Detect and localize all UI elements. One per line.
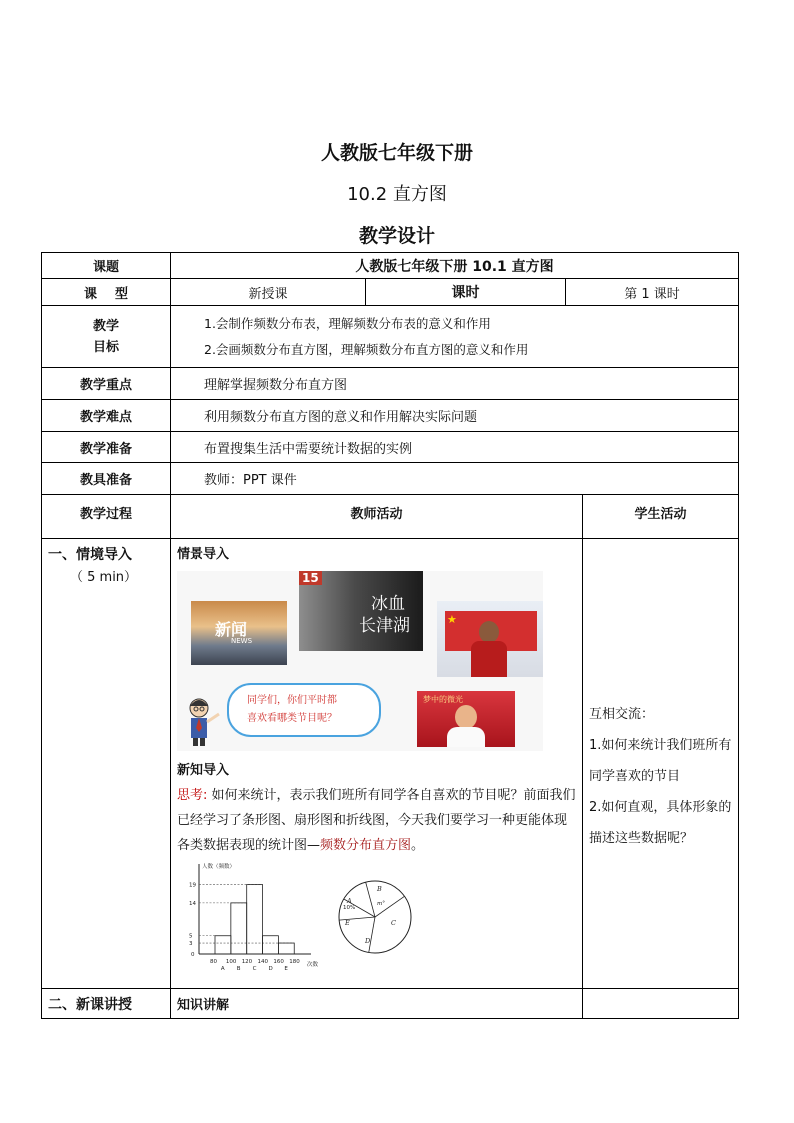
x-axis-label: 次数: [307, 962, 319, 968]
row-tools: [42, 463, 739, 495]
document-title: 人教版七年级下册: [320, 142, 473, 164]
show-image: [417, 691, 515, 747]
y-tick-label: 14: [189, 900, 196, 907]
show-person-body: [447, 727, 485, 747]
goals-value: [171, 306, 739, 368]
lesson-plan-table: [41, 252, 739, 1019]
type-label: 课 型: [42, 279, 171, 306]
cartoon-teacher-icon: [181, 696, 221, 746]
teacher-activity-cell: [171, 539, 583, 989]
histogram-bar: [215, 936, 231, 954]
knowledge-section-title: 知识讲解: [171, 989, 583, 1019]
new-knowledge-title: 新知导入: [177, 763, 230, 778]
difficulty-label: 教学难点: [42, 400, 171, 432]
movie-poster: [299, 571, 423, 651]
goals-label: [42, 306, 171, 368]
movie-title-line-1: 冰血: [371, 594, 405, 614]
histogram-chart: [177, 862, 327, 972]
goal-item-1: 1.会制作频数分布表，理解频数分布表的意义和作用: [204, 315, 491, 331]
row-type: [42, 279, 739, 306]
news-sub-label: NEWS: [231, 637, 253, 645]
speech-text-line-1: 同学们，你们平时都: [247, 695, 337, 706]
y-axis-label: 人数（频数）: [202, 864, 236, 870]
lesson-title: 10.2 直方图: [347, 184, 447, 205]
goals-label-line-1: 教学: [92, 318, 119, 334]
pie-angle-label: m°: [377, 901, 385, 907]
tools-label: 教具准备: [42, 463, 171, 495]
x-tick-label: 140: [257, 959, 269, 965]
athlete-image: [437, 601, 543, 677]
think-label: 思考:: [177, 788, 208, 803]
goals-label-line-2: 目标: [92, 339, 119, 355]
scene-intro-title: 情景导入: [177, 547, 230, 562]
athlete-body: [471, 641, 507, 677]
chart-area: [177, 862, 543, 972]
bar-category-label: B: [236, 966, 241, 972]
stage-2-name: 二、新课讲授: [42, 989, 171, 1019]
bar-category-label: A: [220, 966, 225, 972]
topic-value: 人教版七年级下册 10.1 直方图: [171, 253, 739, 279]
show-banner: 梦中的微光: [423, 695, 463, 704]
pie-slice-label: A: [347, 897, 352, 905]
student-column-header: 学生活动: [583, 495, 739, 539]
goal-item-2: 2.会画频数分布直方图，理解频数分布直方图的意义和作用: [204, 341, 529, 357]
histogram-bar: [247, 885, 263, 954]
think-period: 。: [411, 838, 425, 853]
athlete-head: [479, 621, 499, 643]
movie-title-line-2: 长津湖: [359, 616, 410, 636]
row-process-header: [42, 495, 739, 539]
speech-bubble: [227, 683, 381, 737]
prep-value: 布置搜集生活中需要统计数据的实例: [171, 432, 739, 463]
news-image: [191, 601, 287, 665]
star-icon: ★: [447, 613, 457, 626]
key-value: 理解掌握频数分布直方图: [171, 368, 739, 400]
type-value: 新授课: [171, 279, 366, 306]
histogram-bar: [231, 903, 247, 954]
teacher-column-header: 教师活动: [171, 495, 583, 539]
y-tick-label: 5: [189, 933, 193, 940]
stage-1-time: （ 5 min）: [70, 570, 138, 585]
period-value: 第 1 课时: [566, 279, 739, 306]
pie-slice-label: E: [345, 919, 350, 927]
y-tick-label: 19: [189, 882, 196, 889]
document-type: 教学设计: [358, 225, 435, 247]
x-tick-label: 80: [210, 959, 217, 965]
period-label: 课时: [366, 279, 566, 306]
row-goals: [42, 306, 739, 368]
student-question-1: 1.如何来统计我们班所有同学喜欢的节目: [589, 738, 732, 784]
x-tick-label: 100: [225, 959, 237, 965]
y-tick-label: 0: [191, 952, 195, 958]
highlight-term: 频数分布直方图: [320, 838, 412, 853]
student-activity-cell: [583, 539, 739, 989]
think-text: 如何来统计，表示我们班所有同学各自喜欢的节目呢？前面我们已经学习了条形图、扇形图和折线图，今天我们要学习一种更能体现各类数据表现的统计图—: [177, 788, 576, 853]
y-tick-label: 3: [189, 941, 193, 948]
show-person-head: [455, 705, 477, 729]
x-tick-label: 120: [241, 959, 253, 965]
difficulty-value: 利用频数分布直方图的意义和作用解决实际问题: [171, 400, 739, 432]
student-title: 互相交流：: [589, 707, 655, 722]
process-column-header: 教学过程: [42, 495, 171, 539]
news-label: 新闻: [215, 620, 248, 639]
stage-2-student-cell: [583, 989, 739, 1019]
tools-value: 教师：PPT 课件: [171, 463, 739, 495]
pie-chart: [335, 874, 415, 960]
prep-label: 教学准备: [42, 432, 171, 463]
pie-slice-label: B: [377, 885, 382, 893]
speech-text: [247, 692, 337, 728]
row-topic: [42, 253, 739, 279]
stage-1-name: 一、情境导入: [48, 547, 132, 563]
stage-1-cell: [42, 539, 171, 989]
bar-category-label: E: [284, 966, 288, 972]
scene-collage: [177, 571, 543, 751]
row-prep: [42, 432, 739, 463]
think-paragraph: [177, 783, 578, 858]
row-difficulty: [42, 400, 739, 432]
movie-badge: 15: [299, 571, 322, 585]
pie-percent-label: 10%: [343, 905, 356, 911]
row-stage-1: [42, 539, 739, 989]
bar-category-label: D: [268, 966, 273, 972]
pie-slice-label: D: [365, 937, 371, 945]
key-label: 教学重点: [42, 368, 171, 400]
x-tick-label: 180: [289, 959, 300, 965]
topic-label: 课题: [42, 253, 171, 279]
row-stage-2: [42, 989, 739, 1019]
student-question-2: 2.如何直观，具体形象的描述这些数据呢？: [589, 800, 732, 846]
bar-category-label: C: [252, 966, 257, 972]
row-key: [42, 368, 739, 400]
histogram-bar: [263, 936, 279, 954]
pie-slice-label: C: [391, 919, 396, 927]
histogram-bar: [278, 943, 294, 954]
speech-text-line-2: 喜欢看哪类节目呢？: [247, 713, 337, 724]
x-tick-label: 160: [273, 959, 284, 965]
